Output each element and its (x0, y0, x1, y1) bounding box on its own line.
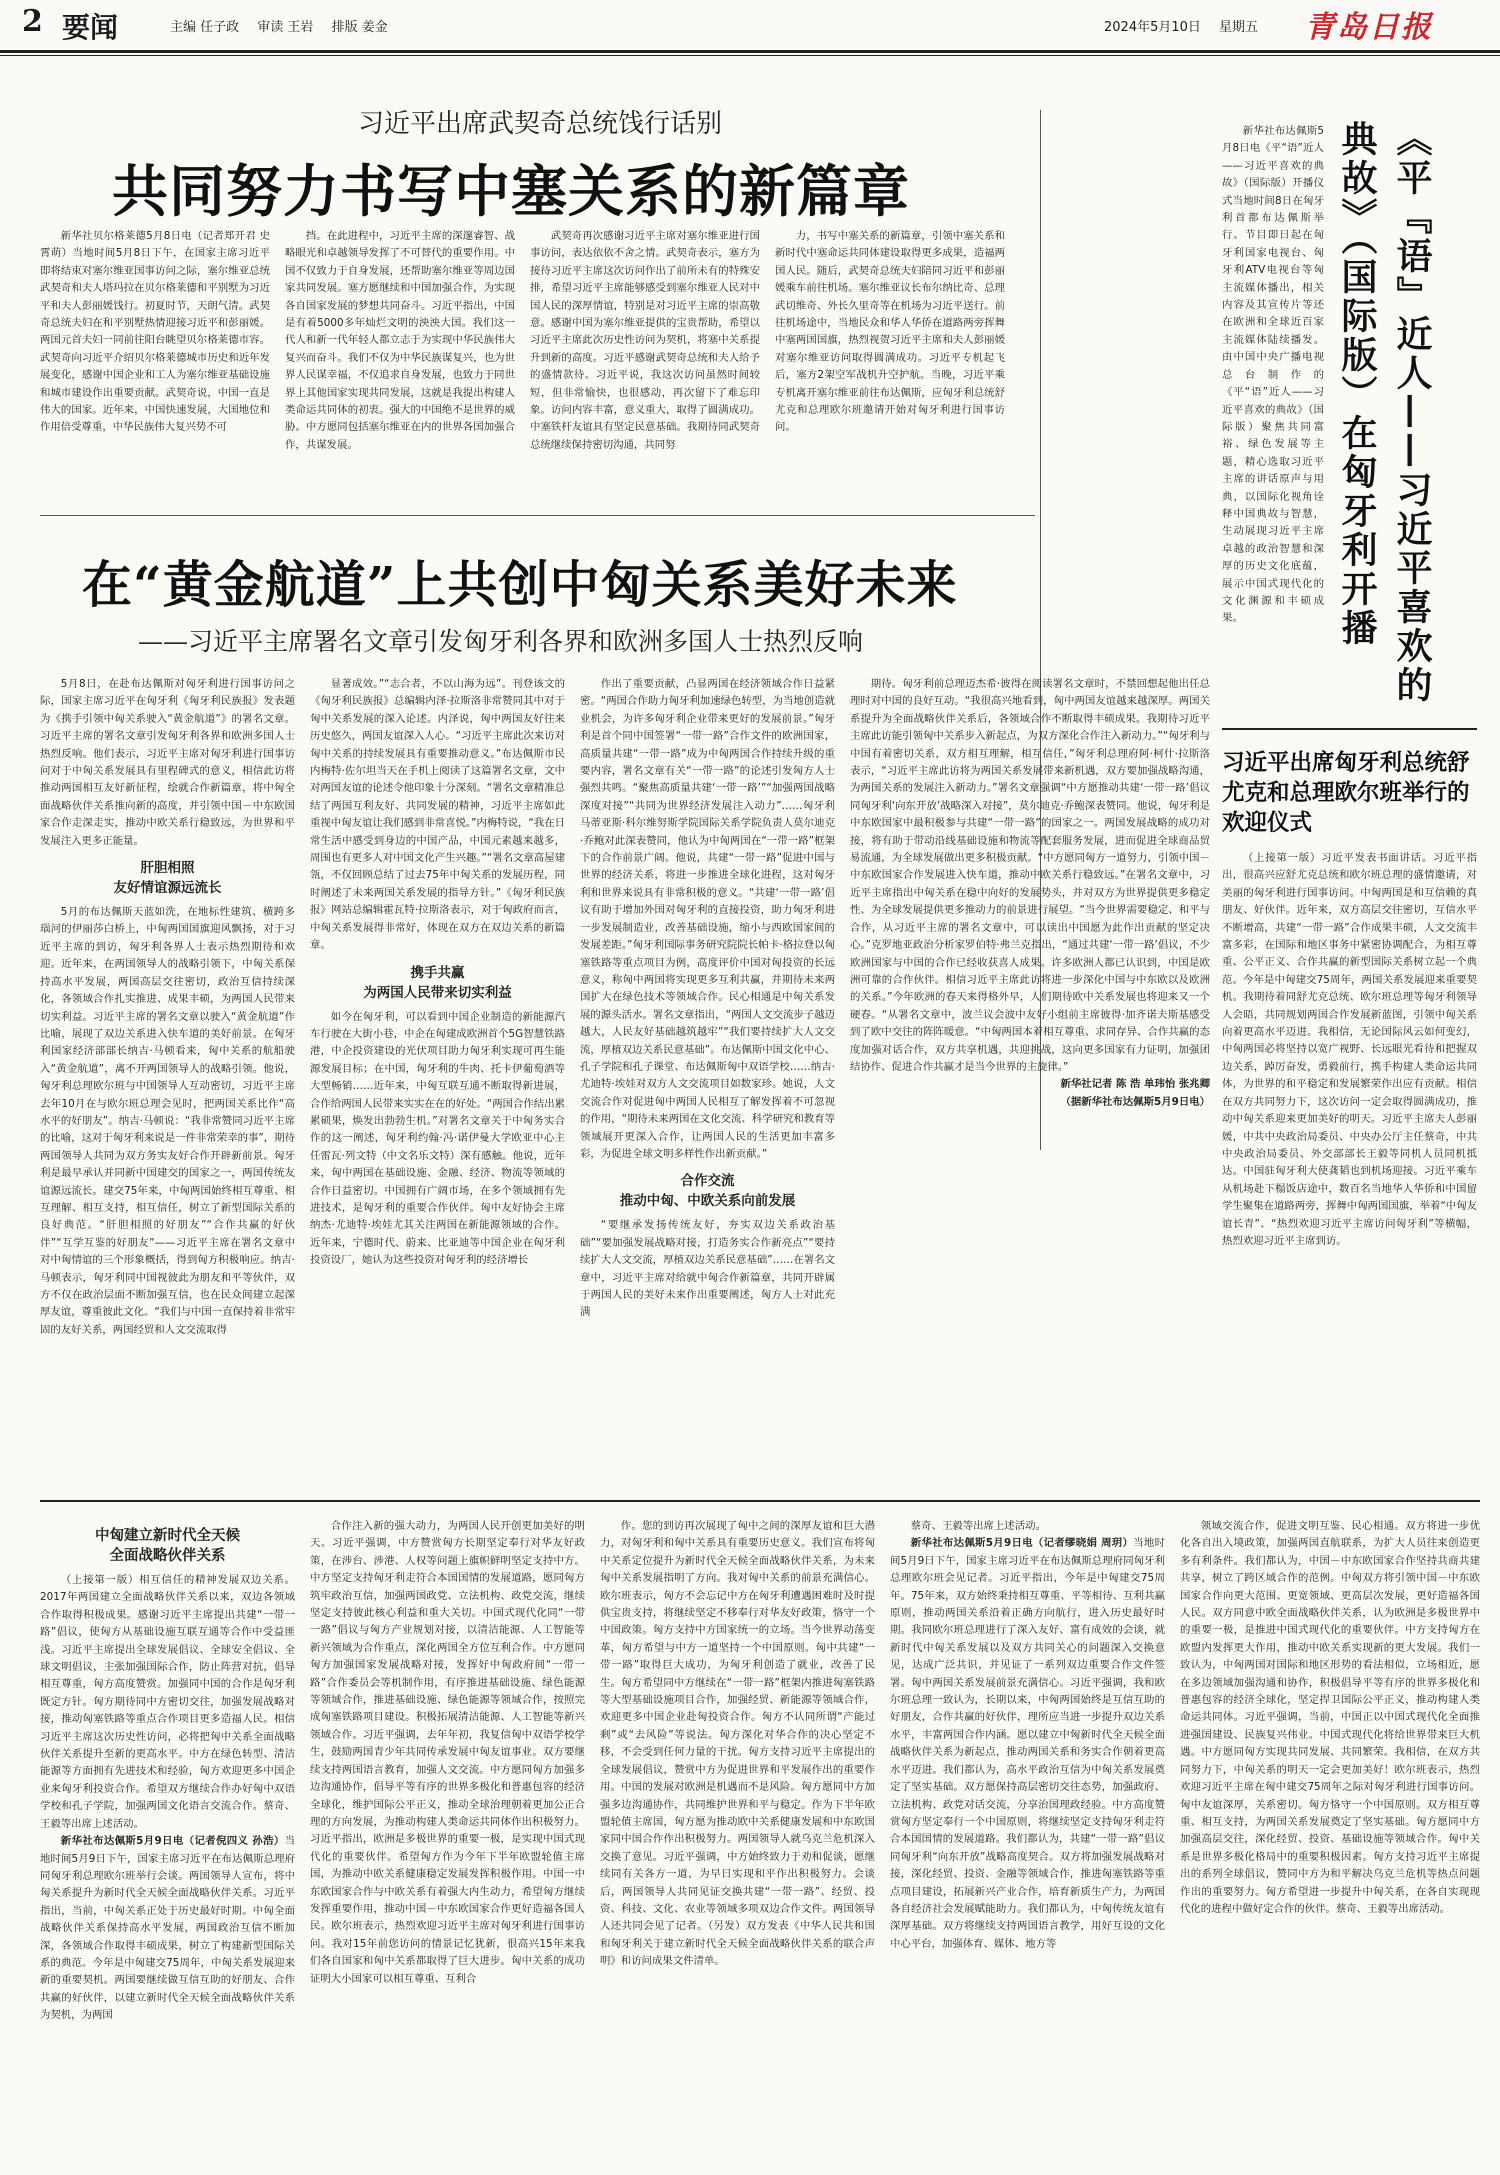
paragraph: 5月8日，在赴布达佩斯对匈牙利进行国事访问之际，国家主席习近平在匈牙利《匈牙利民族报》发表题为《携手引领中匈关系驶入“黄金航道”》的署名文章。习近平主席的署名文章引发匈牙利各界和欧洲多国人士热烈反响。他们表示，习近平主席对匈牙利进行国事访问对于中匈关系发展具有里程碑式的意义，相信此访将推动两国相互友好新征程，绘就合作新篇章，将中匈全面战略伙伴关系推向新的高度，并引领中国－中东欧国家合作走深走实，推动中欧关系行稳致远，为世界和平发展注入更多正能量。 (40, 678, 295, 847)
paragraph: 蔡奇、王毅等出席上述活动。 (910, 1520, 1046, 1532)
date: 2024年5月10日 (1104, 20, 1201, 35)
paragraph: 力，书写中塞关系的新篇章，引领中塞关系和新时代中塞命运共同体建设取得更多成果，造福两国人民。随后，武契奇总统夫妇陪同习近平和彭丽媛乘车前往机场。塞尔维亚议长布尔纳比奇、总理武切维奇、外长久里奇等在机场为习近平送行。前往机场途中，当地民众和华人华侨在道路两旁挥舞中塞两国国旗，热烈视贺习近平主席和夫人彭丽媛对塞尔维亚访问取得圆满成功。习近平专机起飞后，塞方2架空军战机升空护航。当晚，习近平乘专机离开塞尔维亚前往布达佩斯，应匈牙利总统舒尤克和总理欧尔班邀请开始对匈牙利进行国事访问。 (775, 230, 1005, 434)
bottom-divider (40, 1500, 1480, 1502)
editorial-credits (170, 16, 402, 35)
paragraph: 新华社贝尔格莱德5月8日电（记者郑开君 史霄萌）当地时间5月8日下午，在国家主席习近平即将结束对塞尔维亚国事访问之际，塞尔维亚总统武契奇和夫人塔玛拉在贝尔格莱德和平别墅为习近平和夫人彭丽媛饯行。初夏时节，天朗气清。武契奇总统夫妇在和平别墅热情迎接习近平和彭丽媛。两国元首夫妇一同前往阳台眺望贝尔格莱德市容。武契奇向习近平介绍贝尔格莱德城市历史和近年发展变化，感谢中国企业和工人为塞尔维亚基础设施和城市建设作出重要贡献。武契奇说，中国一直是伟大的国家。近年来，中国快速发展，大国地位和作用倍受尊重，中华民族伟大复兴势不可 (40, 230, 270, 434)
welcome-story-body (1222, 850, 1477, 1485)
paragraph-text: 当地时间5月9日下午，国家主席习近平在布达佩斯总理府同匈牙利总理欧尔班会见记者。习近平指出，今年是中匈建交75周年。75年来，双方始终秉持相互尊重、平等相待、互利共赢原则，推动两国关系沿着正确方向航行，进入历史最好时期。我同欧尔班总理进行了深入友好、富有成效的会谈，就新时代中匈关系发展以及双方共同关心的问题深入交换意见，达成广泛共识，并见证了一系列双边重要合作文件签署。匈中两国关系发展前景充满信心。习近平强调，我和欧尔班总理一致认为，长期以来，中匈两国始终是互信互助的好朋友，合作共赢的好伙伴，理所应当进一步提升双边关系水平，丰富两国合作内涵。愿以建立中匈新时代全天候全面战略伙伴关系为新起点，推动两国关系和务实合作朝着更高水平迈进。我们都认为，高水平政治互信为中匈关系发展奠定了坚实基础。双方愿保持高层密切交往态势，加强政府、立法机构、政党对话交流，分享治国理政经验。中方高度赞赏匈方坚定奉行一个中国原则，将继续坚定支持匈牙利走符合本国国情的发展道路。我们都认为，共建“一带一路”倡议同匈牙利“向东开放”战略高度契合。双方将加强发展战略对接，深化经贸、投资、金融等领域合作，推进匈塞铁路等重点项目建设，拓展新兴产业合作，培育新质生产力，为两国各自经济社会发展赋能助力。我们都认为，中匈传统友谊有深厚基础。双方将继续支持两国语言教学，用好互设的文化中心平台，加强体育、媒体、地方等 (890, 1537, 1165, 1950)
paragraph: 新华社布达佩斯5月8日电《平“语”近人——习近平喜欢的典故》（国际版）开播仪式当地时间8日在匈牙利首都布达佩斯举行。节目即日起在匈牙利国家电视台、匈牙利ATV电视台等匈主流媒体播出，相关内容及其宣传片等还在欧洲和全球近百家主流媒体陆续播发。由中国中央广播电视总台制作的《平“语”近人——习近平喜欢的典故》（国际版）聚焦共同富裕、绿色发展等主题，精心选取习近平主席的讲话原声与用典，以国际化视角诠释中国典故与智慧，生动展现习近平主席卓越的政治智慧和深厚的历史文化底蕴，展示中国式现代化的文化渊源和丰硕成果。 (1222, 125, 1324, 625)
paragraph (890, 1535, 1165, 1953)
section-name: 要闻 (62, 11, 119, 44)
paragraph: 挡。在此进程中，习近平主席的深邃睿智、战略眼光和卓越领导发挥了不可替代的重要作用。中国不仅致力于自身发展，还帮助塞尔维亚等周边国家共同发展。塞方愿继续和中国加强合作，为实现各自国家发展的梦想共同奋斗。习近平指出，中国是有着5000多年灿烂文明的泱泱大国。我们这一代人和新一代年轻人都立志于为实现中华民族伟大复兴而奋斗。我们不仅为中华民族谋复兴，也为世界人民谋幸福，不仅追求自身发展，也致力于同世界上其他国家实现共同发展，这就是我提出构建人类命运共同体的初衷。强大的中国绝不是世界的威胁。中方愿同包括塞尔维亚在内的世界各国加强合作，共谋发展。 (285, 230, 515, 451)
dateline: 新华社布达佩斯5月9日电（记者缪晓娟 周玥） (910, 1537, 1134, 1550)
page-number: 2 (22, 4, 43, 39)
subsection-heading: 携手共赢 为两国人民带来切实利益 (363, 964, 512, 1001)
top-story-col-1 (40, 228, 270, 506)
paragraph-text: 当地时间5月9日下午，国家主席习近平在布达佩斯总理府同匈牙利总理欧尔班举行会谈。两国领导人宣布，将中匈关系提升为新时代全天候全面战略伙伴关系。习近平指出，当前，中匈关系正处于历史最好时期。中匈全面战略伙伴关系保持高水平发展，两国政治互信不断加深，各领域合作取得丰硕成果，树立了构建新型国际关系的典范。今年是中匈建交75周年，中匈关系发展迎来新的重要契机。两国要继续做互信互助的好朋友、合作共赢的好伙伴，以建立新时代全天候全面战略伙伴关系为契机，为两国 (40, 1835, 295, 2022)
layout-credit: 排版 姜金 (331, 20, 388, 35)
issue-date (1090, 16, 1258, 35)
middle-story-subhead: ——习近平主席署名文章引发匈牙利各界和欧洲多国人士热烈反响 (138, 627, 864, 656)
paragraph: 作出了重要贡献，凸显两国在经济领域合作日益紧密。“两国合作助力匈牙利加速绿色转型，为当地创造就业机会，为许多匈牙利企业带来更好的发展前景。”匈牙利是首个同中国签署“一带一路”合作文件的欧洲国家，高质量共建“一带一路”成为中匈两国合作持续升级的重要内容，署名文章有关“一带一路”的论述引发匈方人士强烈共鸣。“聚焦高质量共建‘一带一路’”“加强两国战略深度对接”“共同为世界经济发展注入动力”……匈牙利马蒂亚斯·科尔维努斯学院国际关系学院负责人莫尔迪克·乔鲍对此深表赞同，他认为中匈两国在“一带一路”框架下的合作前景广阔。他说，共建“一带一路”促进中国与世界的经济关系，将进一步推进全球化进程，这对匈牙利和世界来说具有非常积极的意义。“共建‘一带一路’倡议有助于增加外国对匈牙利的直接投资，助力匈牙利进一步发展制造业，改善基础设施，缩小与西欧国家间的发展差距。”匈牙利国际事务研究院院长帕卡·格拉登以匈塞铁路等重点项目为例，高度评价中国对匈投资的长远意义，称匈中两国将实现更多互利共赢，并期待未来两国扩大在绿色技术等领域合作。民心相通是中匈关系发展的源头活水。署名文章指出，“两国人文交流步子越迈越大，人民友好基础越筑越牢”“我们要持续扩大人文交流，厚植双边关系民意基础”。布达佩斯中国文化中心、孔子学院和孔子课堂、布达佩斯匈中双语学校……纳吉·尤迪特·埃娃对双方人文交流项目如数家珍。她说，人文交流合作对促进匈中两国人民相互了解发挥着不可忽视的作用，“期待未来两国在文化交流、科学研究和教育等领域展开更深入合作，让两国人民的生活更加丰富多彩，为促进全球文明多样性作出新贡献。” (580, 678, 835, 1160)
newspaper-logo: 青岛日报 (1305, 10, 1433, 45)
paragraph: 如今在匈牙利，可以看到中国企业制造的新能源汽车行驶在大街小巷，中企在匈建成欧洲首个5G智慧铁路港，中企投资建设的光伏项目助力匈牙利实现可再生能源发展目标；在中国，匈牙利的牛肉、托卡伊葡萄酒等大型畅销……近年来，中匈互联互通不断取得新进展，合作给两国人民带来实实在在的好处。“两国合作结出累累硕果，焕发出勃勃生机。”对署名文章关于中匈务实合作的这一阐述，匈牙利约翰·冯·诺伊曼大学欧亚中心主任雷瓦·列文特（中文名乐文特）深有感触。他说，近年来，匈中两国在基础设施、金融、经济、物流等领域的合作日益密切。中国拥有广阔市场，在多个领域拥有先进技术，是匈牙利的重要合作伙伴。匈中友好协会主席纳杰·尤迪特·埃娃尤其关注两国在新能源领域的合作。近年来，宁德时代、蔚来、比亚迪等中国企业在匈牙利投资设厂，她认为这些投资对匈牙利的经济增长 (310, 1010, 565, 1267)
side-story-body (1222, 123, 1324, 718)
weekday: 星期五 (1219, 20, 1259, 35)
side-story-title-2: 典故》（国际版）在匈牙利开播 (1336, 120, 1378, 648)
paragraph: 领域交流合作，促进文明互鉴、民心相通。双方将进一步优化各自出入境政策，加强两国直航联系，为扩大人员往来创造更多有利条件。我们都认为，中国－中东欧国家合作坚持共商共建共享，树立了跨区域合作的范例。中匈双方将引领中国－中东欧国家合作向更大范围、更宽领域、更高层次发展，更好造福各国人民。双方同意中欧全面战略伙伴关系，认为欧洲是多极世界中的重要一极，是推进中国式现代化的重要伙伴。中方支持匈方在欧盟内发挥更大作用，推动中欧关系实现新的更大发展。我们一致认为，中匈两国对国际和地区形势的看法相似，立场相近，愿在多边领域加强沟通和协作，积极倡导平等有序的世界多极化和普惠包容的经济全球化，坚定捍卫国际公平正义，推动构建人类命运共同体。习近平强调，当前，中国正以中国式现代化全面推进强国建设、民族复兴伟业。中国式现代化将给世界带来巨大机遇。中方愿同匈方实现共同发展、共同繁荣。我相信，在双方共同努力下，中匈关系的明天一定会更加美好！欧尔班表示，热烈欢迎习近平主席在匈中建交75周年之际对匈牙利进行国事访问。匈中友谊深厚，关系密切。匈方恪守一个中国原则。双方相互尊重、相互支持，为两国关系发展奠定了坚实基础。匈方愿同中方加强高层交往，深化经贸、投资、基础设施等领域合作。匈中关系是世界多极化格局中的重要积极因素。匈方支持习近平主席提出的系列全球倡议，赞同中方为和平解决乌克兰危机等热点问题作出的重要努力。匈方希望进一步提升中匈关系，在各自实现现代化的进程中做好定合作的伙伴。蔡奇、王毅等出席活动。 (1180, 1520, 1480, 1915)
paragraph: （上接第一版）相互信任的精神发展双边关系。2017年两国建立全面战略伙伴关系以来，双边各领域合作取得积极成果。感谢习近平主席提出共建“一带一路”倡议，使匈方从基础设施互联互通等合作中受益匪浅。习近平主席提出全球发展倡议、全球安全倡议、全球文明倡议，主张加强国际合作，防止阵营对抗，倡导相互尊重，匈方高度赞赏。加强同中国的合作是匈牙利既定方针。匈方期待同中方密切交往，加强发展战略对接，推动匈塞铁路等重点合作项目更多造福人民。相信习近平主席这次历史性访问，必将把匈中关系全面战略伙伴关系提升至新的更高水平。中方在绿色转型、清洁能源等方面拥有先进技术和经验，匈方欢迎更多中国企业来匈牙利投资合作。希望双方继续合作办好匈中双语学校和孔子学院，加强两国文化语言交流合作。蔡奇、王毅等出席上述活动。 (40, 1574, 295, 1830)
section-divider (40, 515, 1035, 516)
paragraph: （上接第一版）习近平发表书面讲话。习近平指出，很高兴应舒尤克总统和欧尔班总理的盛情邀请，对美丽的匈牙利进行国事访问。中匈两国是和互信赖的真朋友、好伙伴。近年来，双方高层交往密切，互信水平不断增高，共建“一带一路”合作成果丰硕，人文交流丰富多彩，在国际和地区事务中紧密协调配合，为相互尊重、公平正义、合作共赢的新型国际关系树立起一个典范。今年是中匈建交75周年，两国关系发展迎来重要契机。我期待着同舒尤克总统、欧尔班总理等匈牙利领导人会晤，共同规划两国合作发展新蓝图，引领中匈关系向着更高水平迈进。我相信，无论国际风云如何变幻，中匈两国必将坚持以宽广视野、长远眼光看待和把握双边关系，踔厉奋发，勇毅前行，携手构建人类命运共同体，为世界的和平稳定和发展繁荣作出应有贡献。相信在双方共同努力下，这次访问一定会取得圆满成功，推动中匈关系迎来更加美好的明天。习近平主席夫人彭丽媛，中共中央政治局委员、中央办公厅主任蔡奇，中共中央政治局委员、外交部部长王毅等同机人员同机抵达。中国驻匈牙利大使龚韬也到机场迎接。习近平乘车从机场赴下榻饭店途中，数百名当地华人华侨和中国留学生聚集在道路两旁，挥舞中匈两国国旗，举着“中匈友谊长青”、“热烈欢迎习近平主席访问匈牙利”等横幅，热烈欢迎习近平主席到访。 (1222, 852, 1477, 1247)
bottom-col-4 (890, 1518, 1165, 2158)
middle-story-headline: 在“黄金航道”上共创中匈关系美好未来 (82, 555, 958, 614)
header-rule (0, 50, 1500, 53)
bottom-col-1 (40, 1518, 295, 2158)
paragraph: 5月的布达佩斯天蓝如洗，在地标性建筑、横跨多瑙河的伊丽莎白桥上，中匈两国国旗迎风飘扬，对于习近平主席的到访，匈牙利各界人士表示热烈期待和欢迎。近年来，在两国领导人的战略引领下，中匈关系保持高水平发展，两国高层交往密切，政治互信持续深化，各领域合作扎实推进、成果丰硕，为两国人民带来切实利益。习近平主席的署名文章以驶入“黄金航道”作比喻，展现了双边关系进入快车道的美好前景。在匈牙利国家经济部部长纳吉·马顿看来，匈中关系的航船驶入“黄金航道”，离不开两国领导人的战略引领。他说，匈牙利总理欧尔班与中国领导人互动密切，习近平主席去年10月在与欧尔班总理会见时，把两国关系比作“高水平的好朋友”。纳吉·马顿说：“我非常赞同习近平主席的比喻，这对于匈牙利来说是一件非常荣幸的事”，期待两国领导人共同为双方务实友好合作开辟新前景。匈牙利是最早承认并同新中国建交的国家之一，两国传统友谊源远流长。建交75年来，中匈两国始终相互尊重、相互理解、相互支持，相互信任，树立了新型国际关系的良好典范。“肝胆相照的好朋友”“合作共赢的好伙伴”“互学互鉴的好朋友”——习近平主席在署名文章中对中匈情谊的三个形象概括，得到匈方积极响应。纳吉·马顿表示，匈牙利同中国视彼此为朋友和平等伙伴，双方不仅在政治层面不断加强互信，也在民众间建立起深厚友谊，尊重彼此文化。“我们与中国一直保持着非常牢固的友好关系，两国经贸和人文交流取得 (40, 906, 295, 1336)
top-story-kicker: 习近平出席武契奇总统饯行话别 (358, 109, 723, 139)
side-story-title-1: 《平『语』近人——习近平喜欢的 (1391, 120, 1433, 705)
subsection-heading: 肝胆相照 友好情谊源远流长 (113, 860, 222, 897)
bottom-col-2 (310, 1518, 585, 2158)
top-story-headline: 共同努力书写中塞关系的新篇章 (112, 159, 910, 225)
page-header (0, 0, 1500, 52)
byline: 新华社记者 陈 浩 单玮怡 张兆卿 (1060, 1078, 1210, 1091)
middle-story-col-2 (310, 676, 565, 1486)
bottom-story-headline: 中匈建立新时代全天候 全面战略伙伴关系 (95, 1527, 240, 1564)
paragraph: “要继承发扬传统友好，夯实双边关系政治基础”“要加强发展战略对接，打造务实合作新亮点”“要持续扩大人文交流，厚植双边关系民意基础”……在署名文章中，习近平主席对给就中匈合作新篇章，共同开辟属于两国人民的美好未来作出重要阐述，匈方人士对此充满 (580, 1219, 835, 1319)
reviewer: 审读 王岩 (257, 20, 314, 35)
side-divider (1222, 728, 1477, 730)
paragraph (40, 1833, 295, 2024)
bottom-col-3 (600, 1518, 875, 2158)
top-story-col-4 (775, 228, 1005, 506)
header-rule-thin (0, 55, 1500, 56)
paragraph: 期待。匈牙利前总理迈杰希·彼得在阅读署名文章时，不禁回想起他出任总理时对中国的良好互动。“我很高兴地看到，匈中两国友谊越来越深厚。两国关系提升为全面战略伙伴关系后，各领域合作不断取得丰硕成果。我期待习近平主席此访能引领匈中关系步入新起点，为双方深化合作注入新动力。”“匈牙利与中国有着密切关系，双方相互理解，相互信任，”匈牙利总理府阿·柯什·拉斯洛表示，“习近平主席此访将为两国关系发展带来新机遇，双方要加强战略沟通，为两国关系的发展注入新动力。”署名文章强调“中方愿推动共建‘一带一路’倡议同匈牙利‘向东开放’战略深入对接”，莫尔迪克·乔鲍深表赞同。他说，匈牙利是中东欧国家中最积极参与共建“一带一路”的国家之一。两国发展战略的成功对接，将有助于带动沿线基础设施和物流等配套服务发展，进而促进全球商品贸易流通，为全球发展做出更多积极贡献。“中方愿同匈方一道努力，引领中国－中东欧国家合作发展进入快车道，推动中欧关系行稳致远。”在署名文章中，习近平主席指出中匈关系在稳中向好的发展势头，并对双方为世界提供更多稳定性、为全球发展提供更多推动力的前景进行展望。“当今世界需要稳定、和平与合作，从习近平主席的署名文章中，可以读出中国愿为此作出贡献的坚定决心。”克罗地亚政治分析家罗伯特·弗兰克指出，“通过共建‘一带一路’倡议，不少欧洲国家与中国的合作已经收获喜人成果。许多欧洲人都已认识到，中国是欧洲可靠的合作伙伴。相信习近平主席此访将进一步深化中国与中东欧以及欧洲的关系。”今年欧洲的春天来得格外早，人们期待欧中关系发展也将迎来又一个硬春。“从署名文章中，波兰议会波中友好小组前主席彼得·加齐诺夫斯基感受到了欧中交往的阵阵暖意。“中匈两国本着相互尊重、求同存异、合作共赢的态度加强对话合作，双方共享机遇，共迎挑战，这向更多国家有力证明，加强团结协作、促进合作共赢才是当今世界的主旋律。” (850, 678, 1210, 1073)
paragraph: 武契奇再次感谢习近平主席对塞尔维亚进行国事访问，表达依依不舍之情。武契奇表示，塞方为接待习近平主席这次访问作出了前所未有的特殊安排，希望习近平主席能够感受到塞尔维亚人民对中国人民的深厚情谊，特别是对习近平主席的崇高敬意。感谢中国为塞尔维亚提供的宝贵帮助，希望以习近平主席此次历史性访问为契机，将塞中关系提升到新的高度。习近平感谢武契奇总统和夫人给予的盛情款待。习近平说，我这次访问虽然时间较短，但非常愉快，也很感动，再次留下了难忘印象。访问内容丰富，意义重大，取得了圆满成功。中塞铁杆友谊具有坚定民意基础。我期待同武契奇总统继续保持密切沟通，共同努 (530, 230, 760, 451)
source-note: （据新华社布达佩斯5月9日电） (1060, 1095, 1210, 1108)
middle-story-col-1 (40, 676, 295, 1486)
paragraph: 显著成效。”“志合者，不以山海为远”。刊登该文的《匈牙利民族报》总编辑内泽·拉斯洛非常赞同其中对于匈中关系发展的深入论述。内泽说，匈中两国友好往来历史悠久，两国友谊深入人心。“习近平主席此次来访对匈中关系的持续发展具有重要推动意义。”布达佩斯市民内梅特·佐尔坦当天在手机上阅读了这篇署名文章，文中对两国友谊的论述令他印象十分深刻。“署名文章精准总结了两国互利友好、共同发展的精神，习近平主席如此重视中匈友谊让我们感到非常喜悦。”内梅特说，“我在日常生活中感受到身边的中国产品，中国元素越来越多，周围也有更多人对中国文化产生兴趣。”“署名文章高屋建瓴，不仅回顾总结了过去75年中匈关系的发展历程，同时阐述了未来两国关系发展的指导方针。”《匈牙利民族报》网站总编辑霍瓦特·拉斯洛表示，对于匈政府而言，中匈关系发展得非常好，体现在双方在双边关系的新篇章。 (310, 678, 565, 952)
paragraph: 合作注入新的强大动力，为两国人民开创更加美好的明天。习近平强调，中方赞赏匈方长期坚定奉行对华友好政策，在涉台、涉港、人权等问题上旗帜鲜明坚定支持中方。中方坚定支持匈牙利走符合本国国情的发展道路，愿同匈方筑牢政治互信，加强两国政党、立法机构、政党交流，继续坚定支持彼此核心利益和重大关切。中国式现代化同“一带一路”倡议与匈方产业规划对接，以清洁能源、人工智能等新兴领域为合作重点，深化两国全方位互利合作。中方愿同匈方加强国家发展战略对接，发挥好中匈政府间“一带一路”合作委员会等机制作用，有序推进基础设施、绿色能源等领域合作，推进基础设施、绿色能源等领域合作，按照完成匈塞铁路项目建设。积极拓展清洁能源、人工智能等新兴领域合作。习近平强调，去年年初，我复信匈中双语学校学生，鼓励两国青少年共同传承发展中匈友谊事业。双方要继续支持两国语言教育，加强人文交流。中方愿同匈方加强多边沟通协作，倡导平等有序的世界多极化和普惠包容的经济全球化，维护国际公平正义，推动全球治理朝着更加公正合理的方向发展，为推动构建人类命运共同体作出积极努力。习近平指出，欧洲是多极世界的重要一极，是实现中国式现代化的重要伙伴。希望匈方作为今年下半年欧盟轮值主席国，为推动中欧关系健康稳定发展发挥积极作用。中国一中东欧国家合作与中欧关系有着强大内生动力，希望匈方继续发挥重要作用，推动中国－中东欧国家合作更好造福各国人民。欧尔班表示，热烈欢迎习近平主席对匈牙利进行国事访问。我对15年前您访问的情景记忆犹新，很高兴15年来我们各自国家和匈中关系都取得了巨大进步。匈中关系的成功证明大小国家可以相互尊重、互利合 (310, 1520, 585, 1985)
welcome-story-headline: 习近平出席匈牙利总统舒尤克和总理欧尔班举行的欢迎仪式 (1222, 750, 1470, 836)
bottom-col-5 (1180, 1518, 1480, 2158)
top-story-col-2 (285, 228, 515, 506)
top-story-col-3 (530, 228, 760, 506)
chief-editor: 主编 任子政 (170, 20, 240, 35)
middle-story-col-4 (850, 676, 1210, 1486)
subsection-heading: 合作交流 推动中匈、中欧关系向前发展 (619, 1173, 796, 1210)
dateline: 新华社布达佩斯5月9日电（记者倪四义 孙浩） (60, 1835, 285, 1848)
paragraph: 作。您的到访再次展现了匈中之间的深厚友谊和巨大潜力，对匈牙利和匈中关系具有重要历史意义。我们宣布将匈中关系定位提升为新时代全天候全面战略伙伴关系，为未来匈中关系发展指明了方向。我对匈中关系的前景充满信心。欧尔班表示，匈方不会忘记中方在匈牙利遭遇困难时及时提供宝贵支持，将继续坚定不移奉行对华友好政策，恪守一个中国政策。匈方支持中方国家统一的立场。当今世界动荡变革，匈方希望与中方一道坚持一个中国原则。匈中共建“一带一路”取得巨大成功，为匈牙利创造了就业，改善了民生。匈方希望同中方继续在“一带一路”框架内推进匈塞铁路等大型基础设施项目合作，加强经贸、新能源等领域合作，欢迎更多中国企业赴匈投资合作。匈方不认同所谓“产能过剩”或“去风险”等说法。匈方深化对华合作的决心坚定不移，不会受到任何力量的干扰。匈方支持习近平主席提出的全球发展倡议，赞赏中方为促进世界和平发展作出的重要作用。中国的发展对欧洲是机遇而不是风险。匈方愿同中方加强多边沟通协作，共同维护世界和平与稳定。作为下半年欧盟轮值主席国，匈方愿为推动欧中关系健康发展和中东欧国家同中国合作作出积极努力。两国领导人就乌克兰危机深入交换了意见。习近平强调，中方始终致力于劝和促谈，愿继续同有关各方一道，为早日实现和平作出积极努力。会谈后，两国领导人共同见证交换共建“一带一路”、经贸、投资、科技、文化、农业等领域多项双边合作文件。两国领导人还共同会见了记者。（另发）双方发表《中华人民共和国和匈牙利关于建立新时代全天候全面战略伙伴关系的联合声明》和访问成果文件清单。 (600, 1520, 875, 1968)
middle-story-col-3 (580, 676, 835, 1486)
